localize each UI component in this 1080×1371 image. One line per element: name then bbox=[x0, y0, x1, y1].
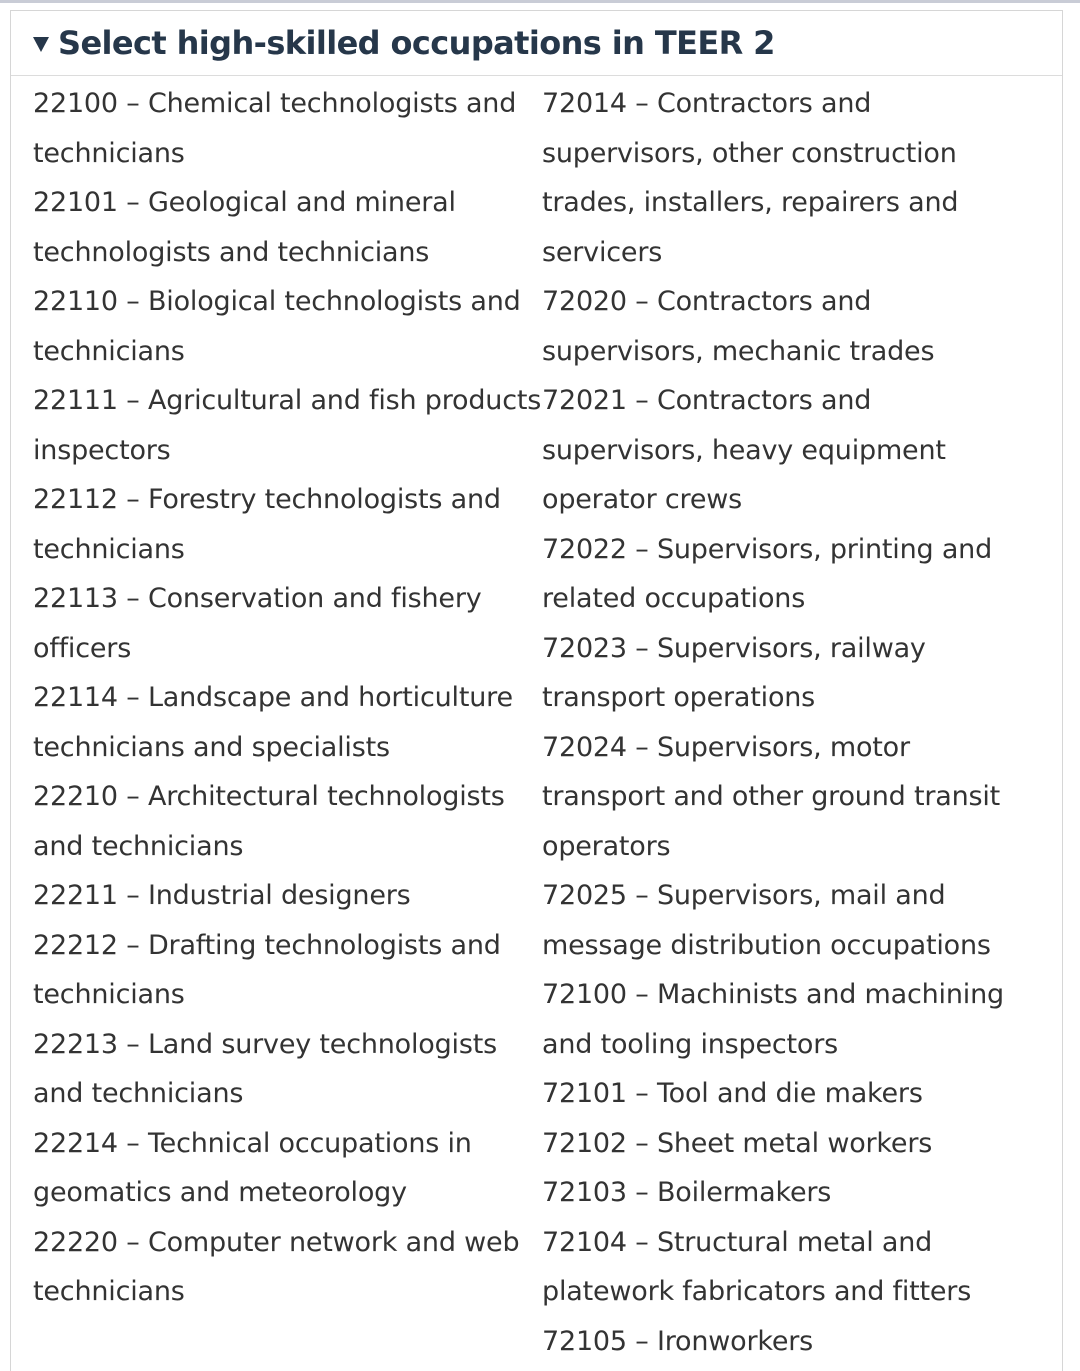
occupation-list-item: 72021 – Contractors and supervisors, heavy equipment operator crews bbox=[542, 385, 946, 515]
occupation-list-item: 22211 – Industrial designers bbox=[33, 880, 411, 911]
occupation-list-item: 22214 – Technical occupations in geomatics and meteorology bbox=[33, 1127, 472, 1208]
occupation-list-item: 72023 – Supervisors, railway transport operations bbox=[542, 632, 926, 713]
occupation-list-item: 72104 – Structural metal and platework fabricators and fitters bbox=[542, 1226, 972, 1307]
occupation-list-item: 22110 – Biological technologists and technicians bbox=[33, 286, 521, 367]
occupation-list-item: 72105 – Ironworkers bbox=[542, 1325, 814, 1357]
occupation-list-item: 22210 – Architectural technologists and technicians bbox=[33, 781, 505, 862]
occupation-list-item: 72103 – Boilermakers bbox=[542, 1177, 832, 1208]
occupation-list-item: 72014 – Contractors and supervisors, other construction trades, installers, repairers and servicers bbox=[542, 88, 959, 268]
occupation-list-item: 22114 – Landscape and horticulture technicians and specialists bbox=[33, 682, 513, 763]
occupations-columns bbox=[33, 79, 1037, 1366]
occupation-list-item: 72022 – Supervisors, printing and related occupations bbox=[542, 533, 993, 614]
occupation-list-item: 22113 – Conservation and fishery officers bbox=[33, 583, 482, 664]
occupation-list-item: 72100 – Machinists and machining and tooling inspectors bbox=[542, 979, 1004, 1060]
top-divider bbox=[0, 0, 1080, 3]
occupation-list-item: 22212 – Drafting technologists and technicians bbox=[33, 929, 501, 1010]
occupation-list-item: 22213 – Land survey technologists and technicians bbox=[33, 1028, 497, 1109]
occupation-list-item: 72024 – Supervisors, motor transport and other ground transit operators bbox=[542, 731, 1001, 862]
occupation-list-item: 22112 – Forestry technologists and technicians bbox=[33, 484, 501, 565]
occupations-list-right bbox=[542, 79, 1037, 1366]
section-title: Select high-skilled occupations in TEER 2 bbox=[58, 24, 775, 62]
occupation-list-item: 72101 – Tool and die makers bbox=[542, 1078, 923, 1109]
section-summary-toggle[interactable] bbox=[11, 11, 1062, 76]
occupation-list-item: 72025 – Supervisors, mail and message distribution occupations bbox=[542, 880, 991, 961]
occupation-list-item: 72102 – Sheet metal workers bbox=[542, 1127, 933, 1159]
occupation-list-item: 22220 – Computer network and web technicians bbox=[33, 1226, 520, 1307]
occupation-list-item: 22101 – Geological and mineral technologists and technicians bbox=[33, 187, 456, 268]
caret-down-icon bbox=[33, 37, 49, 52]
occupation-list-item: 72020 – Contractors and supervisors, mechanic trades bbox=[542, 286, 935, 367]
occupations-list-left bbox=[33, 79, 542, 1366]
occupation-list-item: 22100 – Chemical technologists and technicians bbox=[33, 88, 517, 169]
occupation-list-item: 22111 – Agricultural and fish products inspectors bbox=[33, 385, 542, 466]
